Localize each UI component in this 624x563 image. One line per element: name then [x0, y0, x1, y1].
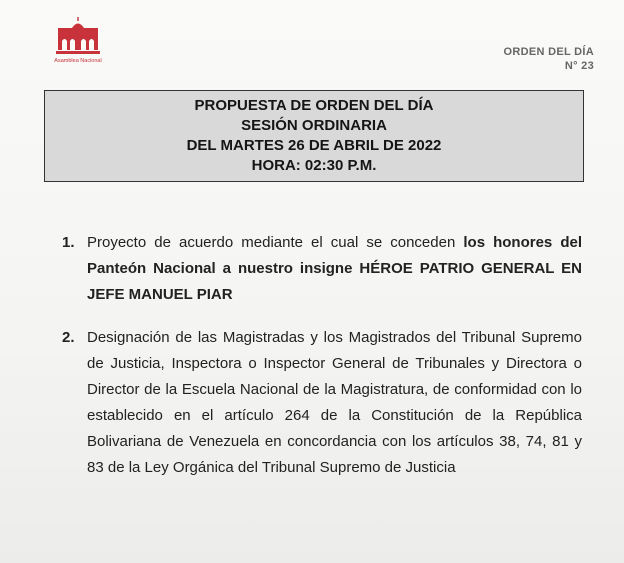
agenda-item-text: Proyecto de acuerdo mediante el cual se conceden — [87, 234, 464, 251]
agenda-list — [62, 230, 582, 481]
order-label: ORDEN DEL DÍA — [503, 46, 594, 58]
agenda-title-box — [44, 90, 584, 182]
title-line-session: SESIÓN ORDINARIA — [241, 117, 387, 134]
order-number: N° 23 — [564, 60, 594, 72]
agenda-item-text-bold: los honores del Panteón Nacional a nuestro insigne HÉROE PATRIO GENERAL EN JEFE MANUEL PIAR — [87, 234, 582, 303]
agenda-item-2 — [62, 325, 582, 481]
agenda-item-number: 1. — [62, 234, 75, 251]
logo-caption: Asamblea Nacional — [54, 58, 102, 64]
national-assembly-logo-icon — [50, 14, 106, 70]
order-reference — [504, 45, 594, 73]
title-line-date: DEL MARTES 26 DE ABRIL DE 2022 — [186, 137, 442, 154]
agenda-item-text: Designación de las Magistradas y los Magistrados del Tribunal Supremo de Justicia, Inspectora o Inspector General de Tribunales y Directora o Director de la Escuela Nacional de la Magistratura, de conformidad con lo establecido en el artículo 264 de la Constitución de la República Bolivariana de Venezuela en concordancia con los artículos 38, 74, 81 y 83 de la Ley Orgánica del Tribunal Supremo de Justicia — [87, 329, 582, 476]
title-line-time: HORA: 02:30 P.M. — [251, 157, 377, 174]
logo-graphic — [50, 14, 106, 70]
title-line-proposal: PROPUESTA DE ORDEN DEL DÍA — [194, 97, 434, 114]
agenda-item-1 — [62, 230, 582, 308]
agenda-item-number: 2. — [62, 329, 75, 346]
